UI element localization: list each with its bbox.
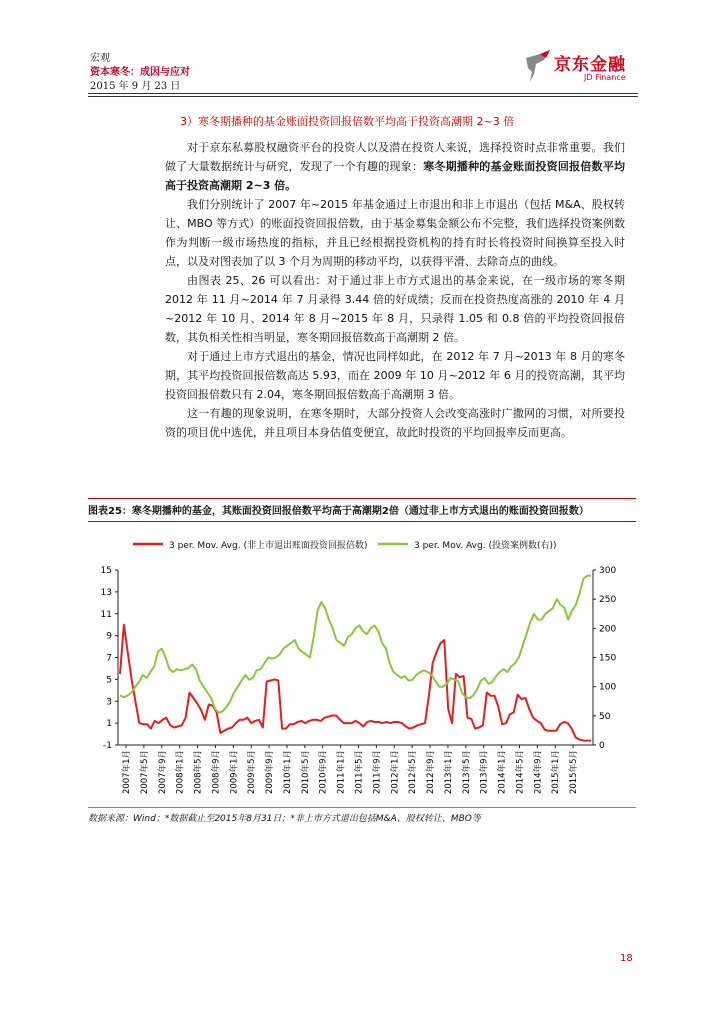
x-tick-label: 2011年1月	[336, 750, 347, 795]
x-tick-label: 2009年1月	[229, 750, 240, 795]
x-tick-label: 2012年9月	[426, 750, 437, 795]
x-tick-label: 2010年5月	[300, 750, 311, 795]
x-tick-label: 2015年1月	[551, 750, 562, 795]
y-left-tick-label: -1	[103, 741, 112, 751]
x-tick-label: 2009年5月	[247, 750, 258, 795]
y-left-tick-label: 5	[106, 675, 112, 686]
body-text	[165, 138, 625, 442]
figure-source: 数据来源：Wind；*数据截止至2015年8月31日；*非上市方式退出包括M&A、股权转让、MBO等	[88, 807, 636, 824]
paragraph-2: 我们分别统计了 2007 年~2015 年基金通过上市退出和非上市退出（包括 M&A、股权转让、MBO 等方式）的账面投资回报倍数，由于基金募集金额公布不完整，我们选择投资案例数作为判断一级市场热度的指标，并且已经根据投资机构的持有时长将投资时间换算至投入时点，以及对图表加了以 3 个月为周期的移动平均，以获得平滑、去除奇点的曲线。	[165, 198, 625, 268]
x-tick-label: 2014年1月	[497, 750, 508, 795]
x-tick-label: 2010年1月	[282, 750, 293, 795]
x-tick-label: 2008年5月	[193, 750, 204, 795]
x-tick-label: 2008年1月	[175, 750, 186, 795]
x-tick-label: 2012年1月	[390, 750, 401, 795]
legend-label: 3 per. Mov. Avg. (非上市退出账面投资回报倍数)	[169, 541, 368, 551]
report-header	[90, 52, 190, 94]
y-left-tick-label: 11	[100, 609, 112, 620]
y-right-tick-label: 200	[599, 624, 617, 635]
figure-title: 图表25：寒冬期播种的基金，其账面投资回报倍数平均高于高潮期2倍（通过非上市方式退出的账面投资回报数）	[88, 502, 636, 522]
series-line-return-multiple	[120, 625, 591, 741]
jd-finance-logo	[520, 48, 640, 90]
x-tick-label: 2013年9月	[479, 750, 490, 795]
y-right-tick-label: 250	[599, 595, 617, 606]
header-divider	[88, 93, 638, 94]
x-tick-label: 2009年9月	[265, 750, 276, 795]
legend-label: 3 per. Mov. Avg. (投资案例数(右))	[414, 541, 557, 551]
logo-text-cn: 京东金融	[554, 55, 626, 75]
paragraph-1-text: 对于京东私募股权融资平台的投资人以及潜在投资人来说，选择投资时点非常重要。我们做了大量数据统计与研究，发现了一个有趣的现象：	[165, 141, 625, 173]
paragraph-1	[165, 138, 625, 195]
y-left-tick-label: 13	[100, 587, 112, 598]
x-tick-label: 2011年5月	[354, 750, 365, 795]
y-right-tick-label: 150	[599, 653, 617, 664]
y-left-tick-label: 1	[106, 719, 112, 730]
y-right-tick-label: 50	[599, 711, 611, 722]
y-left-tick-label: 7	[106, 653, 112, 664]
x-tick-label: 2012年5月	[408, 750, 419, 795]
paragraph-1-highlight: 寒冬期播种的基金账面投资回报倍数平均高于投资高潮期 2~3 倍。	[165, 160, 626, 192]
figure-top-rule	[88, 498, 636, 499]
paragraph-3: 由图表 25、26 可以看出：对于通过非上市方式退出的基金来说，在一级市场的寒冬期 2012 年 11 月~2014 年 7 月录得 3.44 倍的好成绩；反而在投资热度高涨的 2010 年 4 月~2012 年 10 月、2014 年 8 月~2015 年 8 月，只录得 1.05 和 0.8 倍的平均投资回报倍数，其负相关性相当明显，寒冬期回报倍数高于高潮期 2 倍。	[165, 274, 625, 344]
x-tick-label: 2007年9月	[157, 750, 168, 795]
header-date: 2015 年 9 月 23 日	[90, 81, 181, 92]
y-right-tick-label: 0	[599, 741, 605, 751]
x-tick-label: 2014年5月	[515, 750, 526, 795]
x-tick-label: 2015年5月	[569, 750, 580, 795]
x-tick-label: 2008年9月	[211, 750, 222, 795]
header-report-title: 资本寒冬：成因与应对	[90, 67, 190, 78]
x-tick-label: 2007年5月	[139, 750, 150, 795]
jd-dog-mascot-icon	[520, 48, 554, 88]
paragraph-4: 对于通过上市方式退出的基金，情况也同样如此，在 2012 年 7 月~2013 年 8 月的寒冬期，其平均投资回报倍数高达 5.93，而在 2009 年 10 月~2012 年 6 月的投资高潮，其平均投资回报倍数只有 2.04，寒冬期回报倍数高于高潮期 3 倍。	[165, 350, 625, 401]
series-line-case-count	[120, 576, 591, 713]
section-title: 3）寒冬期播种的基金账面投资回报倍数平均高于投资高潮期 2~3 倍	[180, 115, 515, 128]
header-divider-second	[88, 96, 638, 97]
y-left-tick-label: 9	[106, 631, 112, 642]
logo-text-en: JD Finance	[584, 73, 626, 82]
page-number: 18	[620, 953, 633, 964]
x-tick-label: 2014年9月	[533, 750, 544, 795]
x-tick-label: 2007年1月	[122, 750, 132, 795]
x-tick-label: 2010年9月	[318, 750, 329, 795]
y-right-tick-label: 100	[599, 682, 617, 693]
line-chart	[88, 530, 636, 802]
y-left-tick-label: 3	[106, 697, 112, 708]
x-tick-label: 2013年1月	[443, 750, 454, 795]
paragraph-5: 这一有趣的现象说明，在寒冬期时，大部分投资人会改变高涨时广撒网的习惯，对所要投资的项目优中选优，并且项目本身估值变便宜，故此时投资的平均回报率反而更高。	[165, 407, 625, 439]
header-category: 宏观	[90, 53, 110, 64]
y-right-tick-label: 300	[599, 566, 617, 576]
x-tick-label: 2011年9月	[372, 750, 383, 795]
y-left-tick-label: 15	[100, 566, 112, 576]
x-tick-label: 2013年5月	[461, 750, 472, 795]
